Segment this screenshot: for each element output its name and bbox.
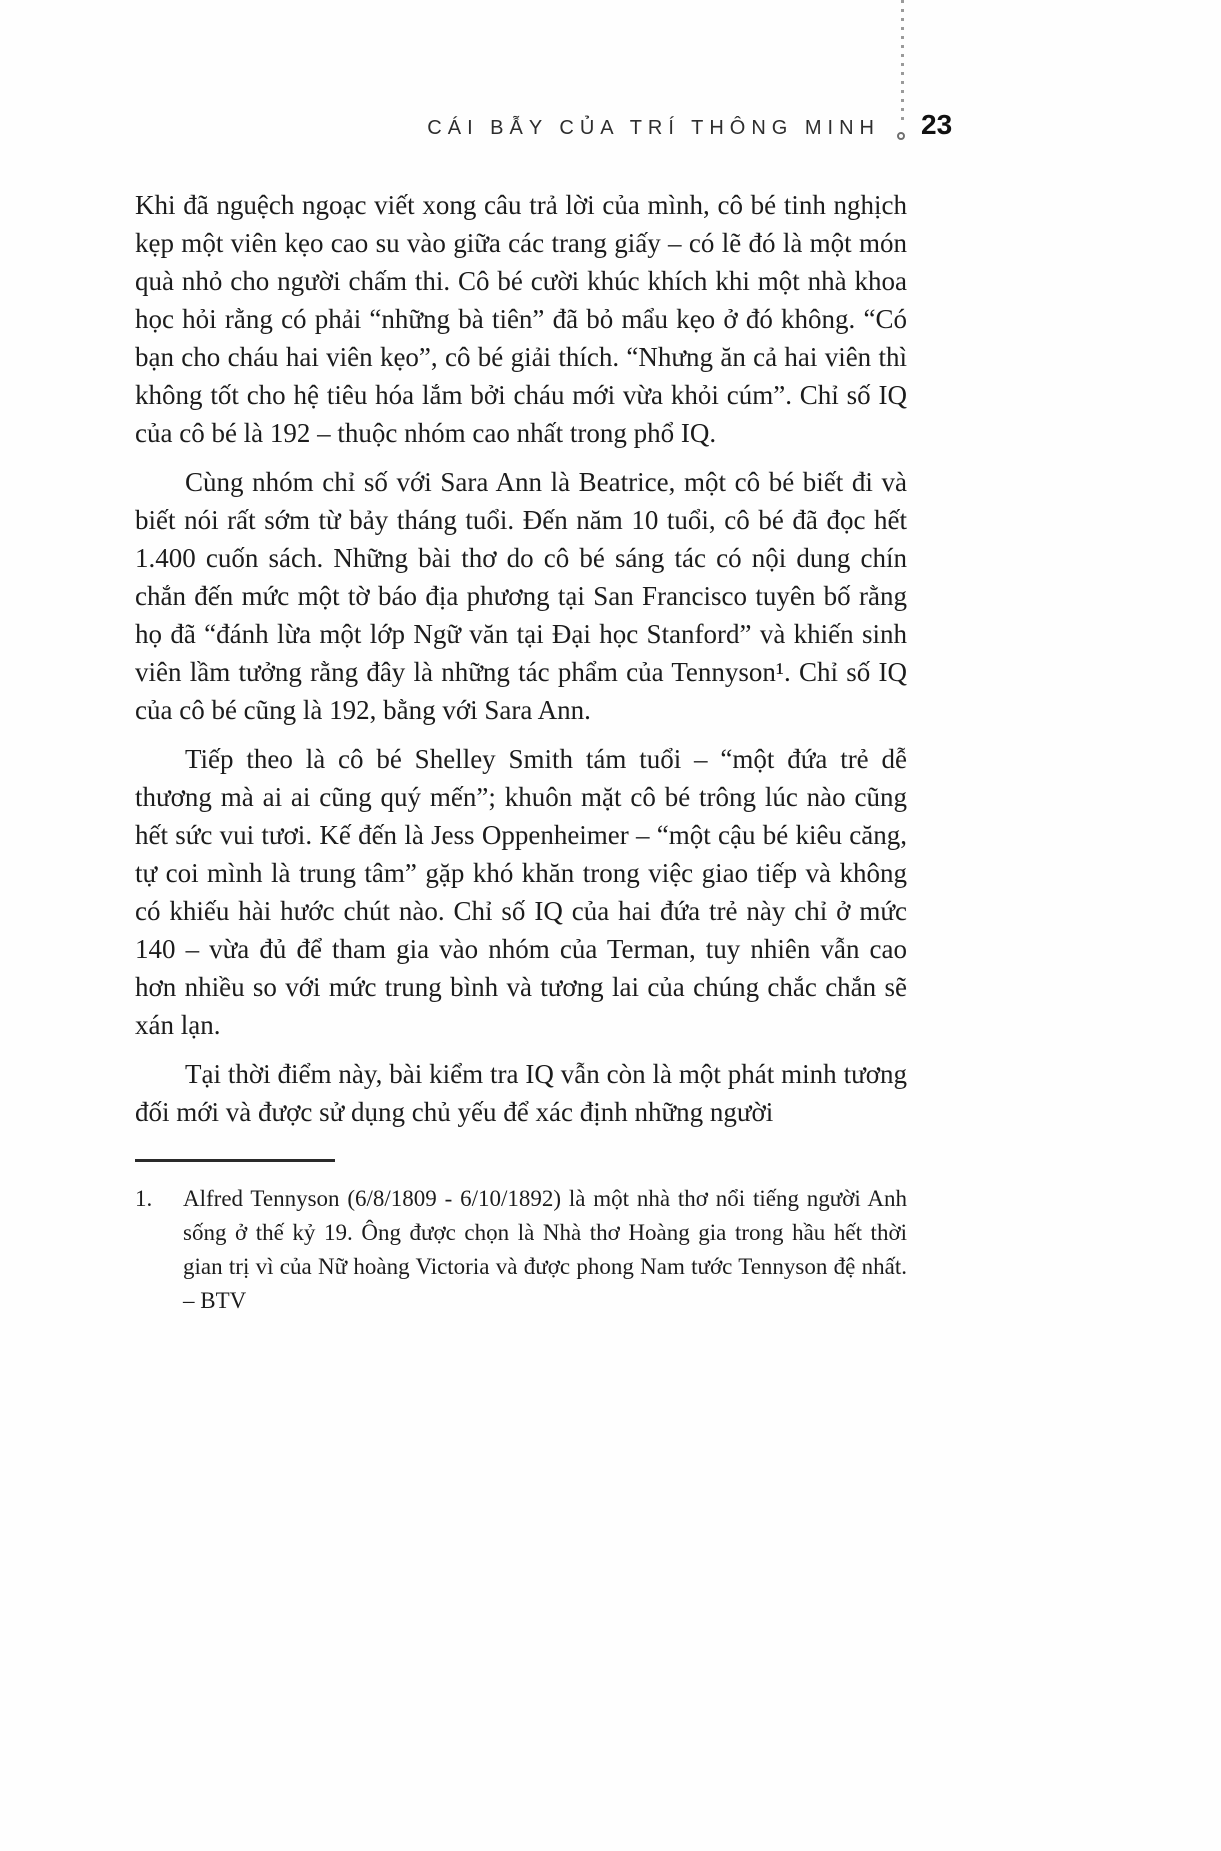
ring-ornament-icon [897,132,905,140]
paragraph-1: Khi đã nguệch ngoạc viết xong câu trả lời của mình, cô bé tinh nghịch kẹp một viên kẹo cao su vào giữa các trang giấy – có lẽ đó là một món quà nhỏ cho người chấm thi. Cô bé cười khúc khích khi một nhà khoa học hỏi rằng có phải “những bà tiên” đã bỏ mẩu kẹo ở đó không. “Có bạn cho cháu hai viên kẹo”, cô bé giải thích. “Nhưng ăn cả hai viên thì không tốt cho hệ tiêu hóa lắm bởi cháu mới vừa khỏi cúm”. Chỉ số IQ của cô bé là 192 – thuộc nhóm cao nhất trong phổ IQ. [135,190,907,448]
running-header-title: CÁI BẪY CỦA TRÍ THÔNG MINH [427,117,880,139]
footnote [135,1182,907,1318]
paragraph-4: Tại thời điểm này, bài kiểm tra IQ vẫn còn là một phát minh tương đối mới và được sử dụng chủ yếu để xác định những người [135,1059,907,1127]
footnote-text: Alfred Tennyson (6/8/1809 - 6/10/1892) là một nhà thơ nổi tiếng người Anh sống ở thế kỷ 19. Ông được chọn là Nhà thơ Hoàng gia trong hầu hết thời gian trị vì của Nữ hoàng Victoria và được phong Nam tước Tennyson đệ nhất. – BTV [183,1186,907,1313]
footnote-marker: 1. [135,1186,153,1211]
dotted-rule-ornament [901,0,904,126]
footnote-separator-rule [135,1159,335,1162]
body-text-block [135,186,907,1318]
page-number: 23 [921,109,953,140]
paragraph-2: Cùng nhóm chỉ số với Sara Ann là Beatrice, một cô bé biết đi và biết nói rất sớm từ bảy tháng tuổi. Đến năm 10 tuổi, cô bé đã đọc hết 1.400 cuốn sách. Những bài thơ do cô bé sáng tác có nội dung chín chắn đến mức một tờ báo địa phương tại San Francisco tuyên bố rằng họ đã “đánh lừa một lớp Ngữ văn tại Đại học Stanford” và khiến sinh viên lầm tưởng rằng đây là những tác phẩm của Tennyson¹. Chỉ số IQ của cô bé cũng là 192, bằng với Sara Ann. [135,467,907,725]
paragraph-3: Tiếp theo là cô bé Shelley Smith tám tuổi – “một đứa trẻ dễ thương mà ai ai cũng quý mến”; khuôn mặt cô bé trông lúc nào cũng hết sức vui tươi. Kế đến là Jess Oppenheimer – “một cậu bé kiêu căng, tự coi mình là trung tâm” gặp khó khăn trong việc giao tiếp và không có khiếu hài hước chút nào. Chỉ số IQ của hai đứa trẻ này chỉ ở mức 140 – vừa đủ để tham gia vào nhóm của Terman, tuy nhiên vẫn cao hơn nhiều so với mức trung bình và tương lai của chúng chắc chắn sẽ xán lạn. [135,744,907,1040]
